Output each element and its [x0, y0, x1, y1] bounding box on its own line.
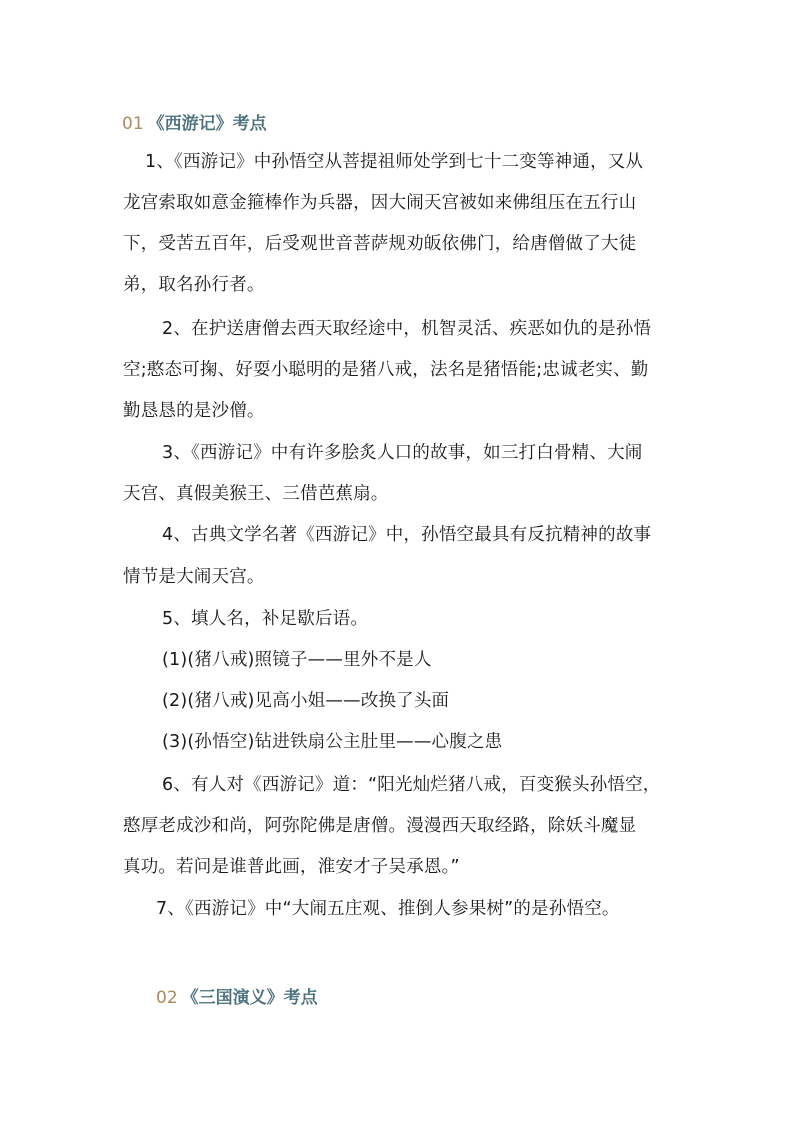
- paragraph-line: 龙宫索取如意金箍棒作为兵器，因大闹天宫被如来佛组压在五行山: [123, 193, 637, 213]
- paragraph-line: 7、《西游记》中“大闹五庄观、推倒人参果树”的是孙悟空。: [156, 899, 620, 919]
- paragraph-line: 下，受苦五百年，后受观世音菩萨规劝皈依佛门，给唐僧做了大徒: [123, 234, 637, 254]
- section-heading-xiyouji: [122, 109, 267, 134]
- section-title: 《西游记》考点: [147, 114, 267, 134]
- paragraph-line: 空;憨态可掬、好耍小聪明的是猪八戒，法名是猪悟能;忠诚老实、勤: [123, 360, 649, 380]
- paragraph-line: 勤恳恳的是沙僧。: [123, 401, 265, 421]
- paragraph-line: 2、在护送唐僧去西天取经途中，机智灵活、疾恶如仇的是孙悟: [162, 319, 652, 339]
- paragraph-line: (3)(孙悟空)钻进铁扇公主肚里——心腹之患: [162, 732, 503, 752]
- paragraph-line: 5、填人名，补足歇后语。: [162, 609, 369, 629]
- paragraph-line: 天宫、真假美猴王、三借芭蕉扇。: [123, 484, 389, 504]
- section-heading-sanguo: [156, 983, 318, 1008]
- paragraph-line: 6、有人对《西游记》道：“阳光灿烂猪八戒，百变猴头孙悟空，: [162, 775, 661, 795]
- section-number: 01: [122, 114, 144, 134]
- section-number: 02: [156, 988, 178, 1008]
- paragraph-line: 弟，取名孙行者。: [123, 275, 265, 295]
- paragraph-line: 真功。若问是谁普此画，淮安才子吴承恩。”: [123, 857, 460, 877]
- paragraph-line: (1)(猪八戒)照镜子——里外不是人: [162, 650, 432, 670]
- section-title: 《三国演义》考点: [181, 988, 318, 1008]
- paragraph-line: 3、《西游记》中有许多脍炙人口的故事，如三打白骨精、大闹: [162, 443, 643, 463]
- paragraph-line: 4、古典文学名著《西游记》中，孙悟空最具有反抗精神的故事: [162, 525, 652, 545]
- paragraph-line: 憨厚老成沙和尚，阿弥陀佛是唐僧。漫漫西天取经路，除妖斗魔显: [123, 816, 637, 836]
- paragraph-line: 情节是大闹天宫。: [123, 567, 265, 587]
- paragraph-line: (2)(猪八戒)见高小姐——改换了头面: [162, 691, 450, 711]
- paragraph-line: 1、《西游记》中孙悟空从菩提祖师处学到七十二变等神通，又从: [145, 152, 644, 172]
